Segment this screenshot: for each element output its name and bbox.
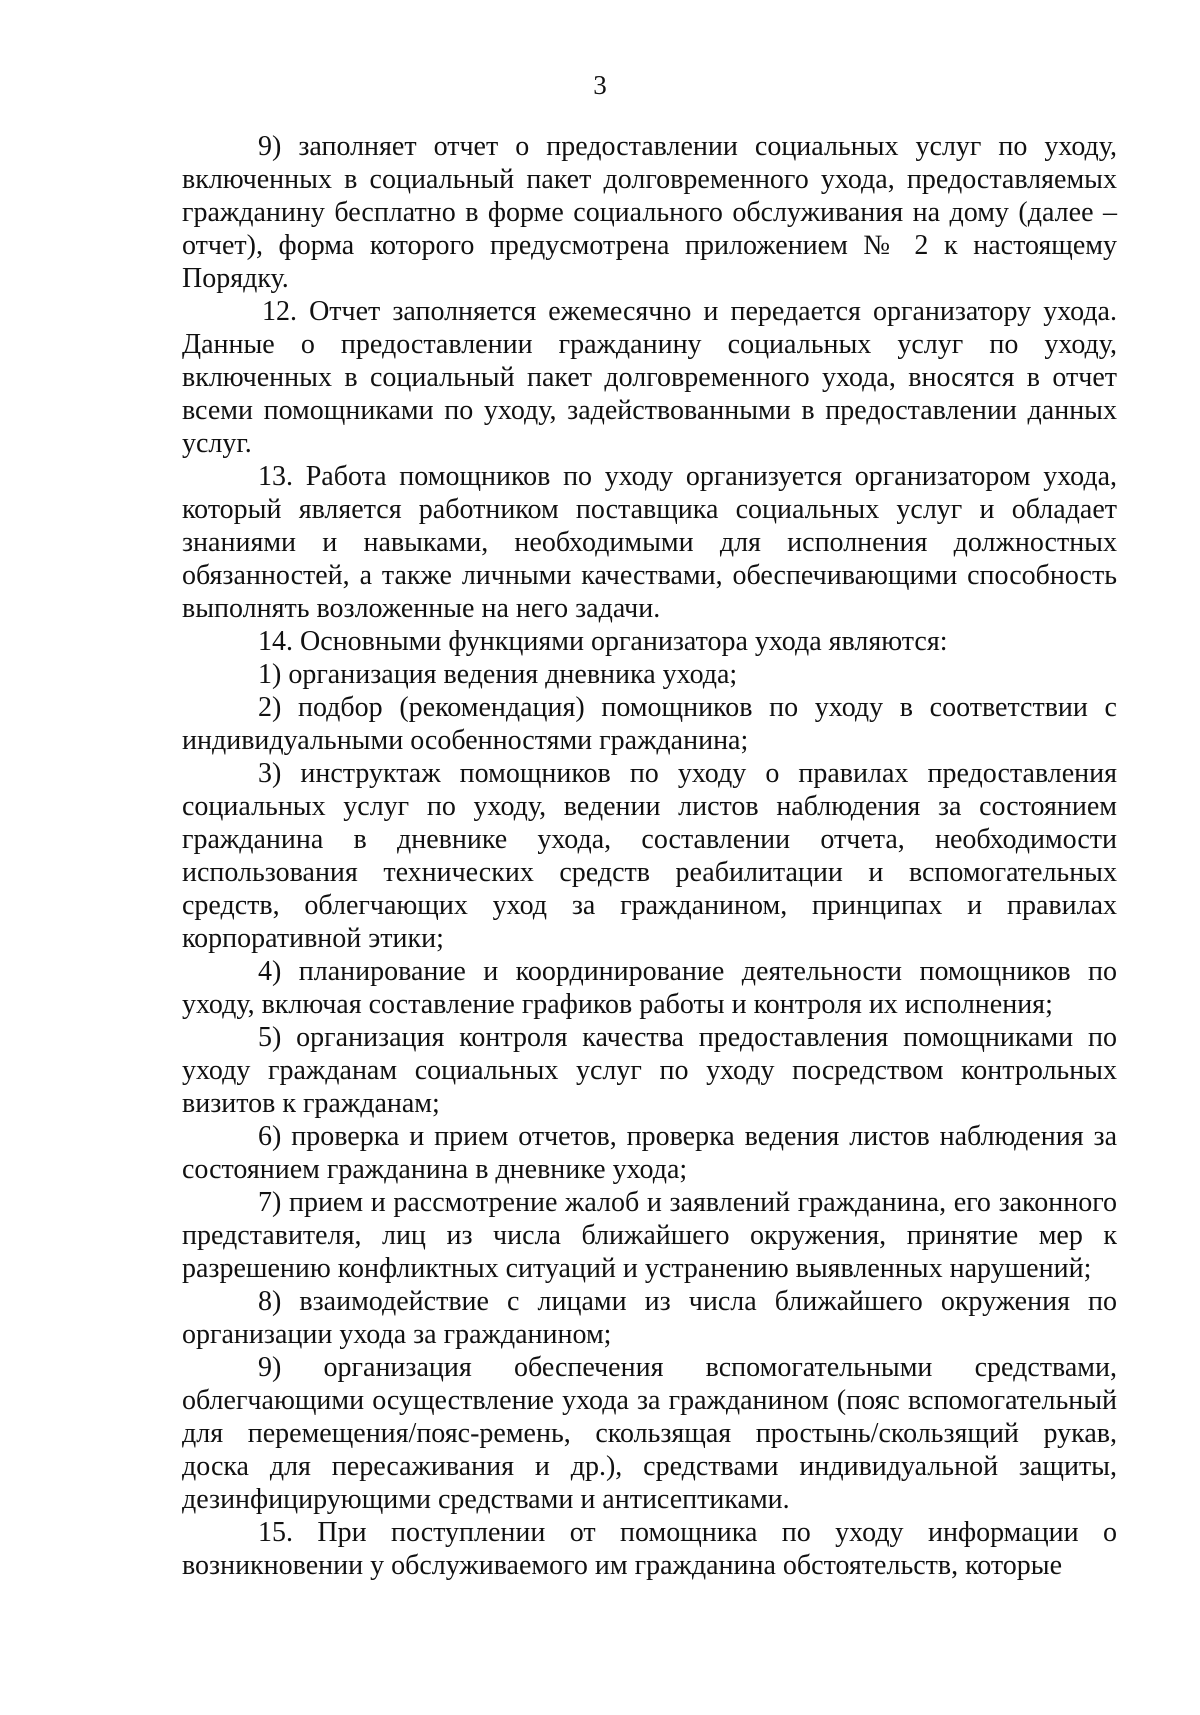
list-item-1: 1) организация ведения дневника ухода;: [258, 659, 738, 690]
list-item-8: 8) взаимодействие с лицами из числа ближайшего окружения по организации ухода за гражданином;: [182, 1286, 1117, 1350]
list-item-5: 5) организация контроля качества предоставления помощниками по уходу гражданам социальных услуг по уходу посредством контрольных визитов к гражданам;: [182, 1022, 1117, 1119]
page-number: 3: [593, 70, 607, 100]
paragraph-15: 15. При поступлении от помощника по уходу информации о возникновении у обслуживаемого им гражданина обстоятельств, которые: [182, 1517, 1117, 1581]
list-item-4: 4) планирование и координирование деятельности помощников по уходу, включая составление графиков работы и контроля их исполнения;: [182, 956, 1117, 1020]
paragraph-13: 13. Работа помощников по уходу организуется организатором ухода, который является работником поставщика социальных услуг и обладает знаниями и навыками, необходимыми для исполнения должностных обязанностей, а также личными качествами, обеспечивающими способность выполнять возложенные на него задачи.: [182, 461, 1117, 624]
paragraph-item-9-report: 9) заполняет отчет о предоставлении социальных услуг по уходу, включенных в социальный пакет долговременного ухода, предоставляемых гражданину бесплатно в форме социального обслуживания на дому (далее – отчет), форма которого предусмотрена приложением № 2 к настоящему Порядку.: [182, 131, 1117, 294]
list-item-2: 2) подбор (рекомендация) помощников по уходу в соответствии с индивидуальными особенностями гражданина;: [182, 692, 1117, 756]
list-item-9: 9) организация обеспечения вспомогательными средствами, облегчающими осуществление ухода за гражданином (пояс вспомогательный для перемещения/пояс-ремень, скользящая простынь/скользящий рукав, доска для пересаживания и др.), средствами индивидуальной защиты, дезинфицирующими средствами и антисептиками.: [182, 1352, 1117, 1515]
paragraph-14: 14. Основными функциями организатора ухода являются:: [258, 626, 948, 657]
list-item-6: 6) проверка и прием отчетов, проверка ведения листов наблюдения за состоянием гражданина в дневнике ухода;: [182, 1121, 1117, 1185]
document-body: [182, 130, 1117, 1582]
list-item-7: 7) прием и рассмотрение жалоб и заявлений гражданина, его законного представителя, лиц из числа ближайшего окружения, принятие мер к разрешению конфликтных ситуаций и устранению выявленных нарушений;: [182, 1187, 1117, 1284]
paragraph-12: 12. Отчет заполняется ежемесячно и передается организатору ухода. Данные о предоставлении гражданину социальных услуг по уходу, включенных в социальный пакет долговременного ухода, вносятся в отчет всеми помощниками по уходу, задействованными в предоставлении данных услуг.: [182, 296, 1117, 459]
list-item-3: 3) инструктаж помощников по уходу о правилах предоставления социальных услуг по уходу, ведении листов наблюдения за состоянием гражданина в дневнике ухода, составлении отчета, необходимости использования технических средств реабилитации и вспомогательных средств, облегчающих уход за гражданином, принципах и правилах корпоративной этики;: [182, 758, 1117, 954]
